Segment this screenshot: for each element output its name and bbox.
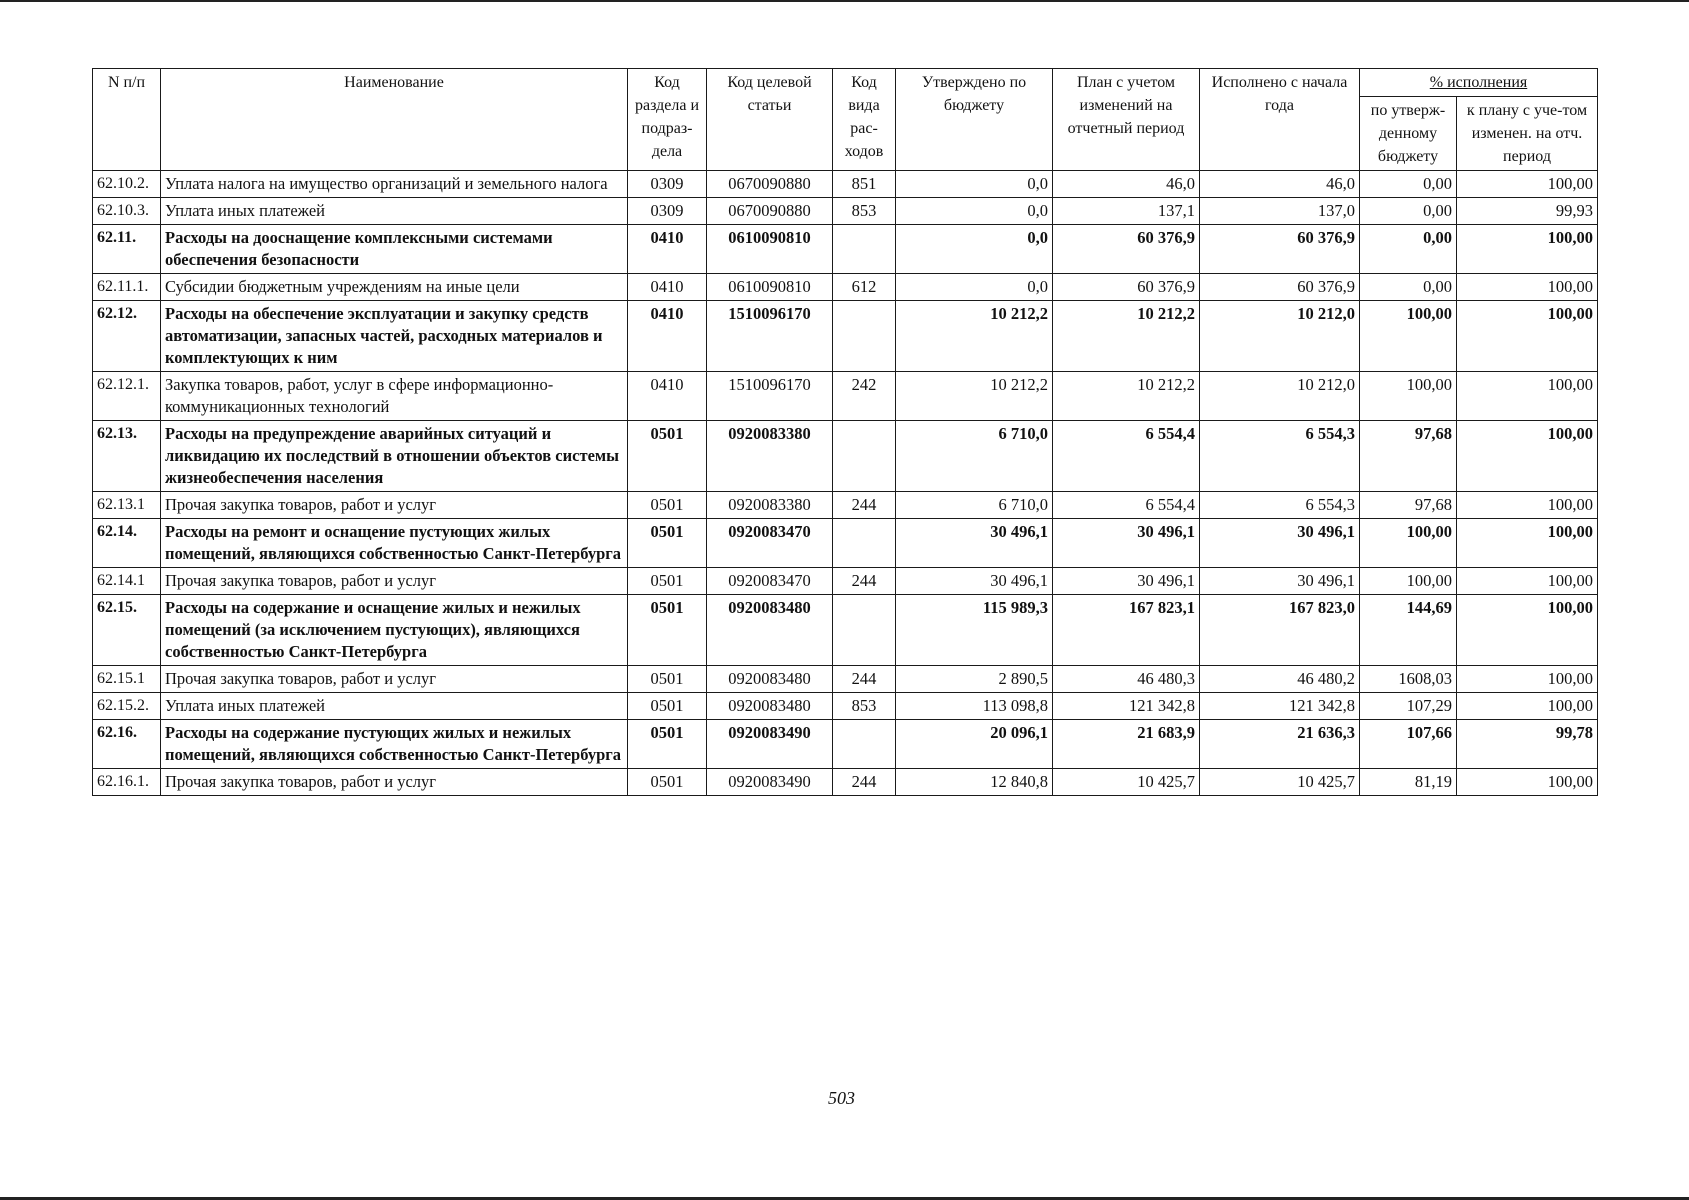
cell-name: Расходы на дооснащение комплексными системами обеспечения безопасности [161, 225, 628, 274]
table-row [93, 519, 1598, 568]
cell-approved: 20 096,1 [896, 720, 1053, 769]
cell-num: 62.12. [93, 301, 161, 372]
header-num: N п/п [93, 69, 161, 171]
cell-expense-code [833, 421, 896, 492]
cell-executed: 21 636,3 [1200, 720, 1360, 769]
cell-executed: 137,0 [1200, 198, 1360, 225]
cell-plan: 46,0 [1053, 171, 1200, 198]
header-target-code: Код целевой статьи [707, 69, 833, 171]
cell-name: Прочая закупка товаров, работ и услуг [161, 769, 628, 796]
cell-percent-budget: 100,00 [1360, 301, 1457, 372]
cell-name: Расходы на содержание пустующих жилых и нежилых помещений, являющихся собственностью Санкт-Петербурга [161, 720, 628, 769]
cell-approved: 10 212,2 [896, 301, 1053, 372]
table-row [93, 492, 1598, 519]
scan-edge-bottom [0, 1193, 1689, 1200]
page-number: 503 [828, 1088, 855, 1108]
cell-percent-plan: 100,00 [1457, 372, 1598, 421]
table-header [93, 69, 1598, 171]
cell-executed: 121 342,8 [1200, 693, 1360, 720]
cell-expense-code: 851 [833, 171, 896, 198]
cell-num: 62.11. [93, 225, 161, 274]
header-executed: Исполнено с начала года [1200, 69, 1360, 171]
table-row [93, 421, 1598, 492]
cell-num: 62.10.2. [93, 171, 161, 198]
cell-percent-plan: 100,00 [1457, 693, 1598, 720]
cell-approved: 113 098,8 [896, 693, 1053, 720]
cell-plan: 10 425,7 [1053, 769, 1200, 796]
table-row [93, 769, 1598, 796]
scan-edge-top [0, 0, 1689, 5]
cell-expense-code: 244 [833, 769, 896, 796]
cell-num: 62.14. [93, 519, 161, 568]
cell-plan: 121 342,8 [1053, 693, 1200, 720]
cell-percent-plan: 100,00 [1457, 274, 1598, 301]
table-row [93, 225, 1598, 274]
cell-plan: 6 554,4 [1053, 421, 1200, 492]
table-row [93, 372, 1598, 421]
cell-executed: 167 823,0 [1200, 595, 1360, 666]
table-row [93, 568, 1598, 595]
cell-target-code: 1510096170 [707, 372, 833, 421]
cell-executed: 46 480,2 [1200, 666, 1360, 693]
cell-executed: 6 554,3 [1200, 492, 1360, 519]
cell-plan: 30 496,1 [1053, 519, 1200, 568]
cell-expense-code [833, 720, 896, 769]
cell-target-code: 0920083470 [707, 568, 833, 595]
cell-expense-code: 853 [833, 198, 896, 225]
header-percent-group: % исполнения [1360, 69, 1598, 97]
cell-name: Прочая закупка товаров, работ и услуг [161, 492, 628, 519]
cell-percent-budget: 97,68 [1360, 492, 1457, 519]
cell-approved: 0,0 [896, 225, 1053, 274]
cell-section-code: 0501 [628, 595, 707, 666]
cell-plan: 60 376,9 [1053, 274, 1200, 301]
table-row [93, 171, 1598, 198]
cell-percent-plan: 100,00 [1457, 421, 1598, 492]
cell-num: 62.11.1. [93, 274, 161, 301]
cell-percent-plan: 100,00 [1457, 301, 1598, 372]
cell-target-code: 0670090880 [707, 198, 833, 225]
cell-executed: 60 376,9 [1200, 225, 1360, 274]
cell-section-code: 0410 [628, 274, 707, 301]
cell-percent-budget: 0,00 [1360, 225, 1457, 274]
cell-expense-code: 853 [833, 693, 896, 720]
cell-approved: 10 212,2 [896, 372, 1053, 421]
cell-plan: 10 212,2 [1053, 372, 1200, 421]
cell-percent-plan: 100,00 [1457, 171, 1598, 198]
cell-percent-budget: 144,69 [1360, 595, 1457, 666]
cell-expense-code: 612 [833, 274, 896, 301]
table-body [93, 171, 1598, 796]
header-section-code: Код раздела и подраз-дела [628, 69, 707, 171]
cell-name: Субсидии бюджетным учреждениям на иные цели [161, 274, 628, 301]
cell-section-code: 0501 [628, 519, 707, 568]
cell-target-code: 0920083490 [707, 769, 833, 796]
cell-expense-code: 244 [833, 568, 896, 595]
table-row [93, 666, 1598, 693]
cell-section-code: 0501 [628, 492, 707, 519]
cell-section-code: 0309 [628, 198, 707, 225]
table-row [93, 274, 1598, 301]
cell-approved: 30 496,1 [896, 568, 1053, 595]
budget-execution-table [92, 68, 1598, 796]
cell-executed: 10 212,0 [1200, 301, 1360, 372]
cell-name: Уплата иных платежей [161, 693, 628, 720]
table-row [93, 595, 1598, 666]
cell-section-code: 0501 [628, 421, 707, 492]
cell-executed: 10 425,7 [1200, 769, 1360, 796]
cell-target-code: 0920083480 [707, 666, 833, 693]
table-row [93, 198, 1598, 225]
cell-name: Расходы на содержание и оснащение жилых и нежилых помещений (за исключением пустующих), являющихся собственностью Санкт-Петербурга [161, 595, 628, 666]
cell-percent-budget: 107,66 [1360, 720, 1457, 769]
cell-plan: 30 496,1 [1053, 568, 1200, 595]
cell-percent-budget: 100,00 [1360, 568, 1457, 595]
cell-target-code: 1510096170 [707, 301, 833, 372]
header-plan: План с учетом изменений на отчетный период [1053, 69, 1200, 171]
cell-percent-plan: 100,00 [1457, 568, 1598, 595]
cell-approved: 6 710,0 [896, 421, 1053, 492]
cell-percent-plan: 100,00 [1457, 519, 1598, 568]
cell-target-code: 0920083380 [707, 492, 833, 519]
cell-name: Расходы на обеспечение эксплуатации и закупку средств автоматизации, запасных частей, расходных материалов и комплектующих к ним [161, 301, 628, 372]
cell-percent-budget: 0,00 [1360, 171, 1457, 198]
cell-num: 62.10.3. [93, 198, 161, 225]
cell-target-code: 0670090880 [707, 171, 833, 198]
cell-percent-plan: 99,93 [1457, 198, 1598, 225]
cell-approved: 0,0 [896, 171, 1053, 198]
cell-expense-code: 244 [833, 666, 896, 693]
cell-target-code: 0920083480 [707, 595, 833, 666]
cell-expense-code [833, 301, 896, 372]
table-row [93, 693, 1598, 720]
cell-section-code: 0410 [628, 301, 707, 372]
cell-approved: 30 496,1 [896, 519, 1053, 568]
cell-approved: 12 840,8 [896, 769, 1053, 796]
cell-executed: 30 496,1 [1200, 519, 1360, 568]
cell-plan: 21 683,9 [1053, 720, 1200, 769]
cell-section-code: 0410 [628, 225, 707, 274]
cell-num: 62.13.1 [93, 492, 161, 519]
cell-approved: 2 890,5 [896, 666, 1053, 693]
cell-expense-code [833, 225, 896, 274]
cell-percent-plan: 100,00 [1457, 492, 1598, 519]
cell-approved: 0,0 [896, 198, 1053, 225]
cell-percent-plan: 100,00 [1457, 769, 1598, 796]
cell-num: 62.13. [93, 421, 161, 492]
cell-percent-budget: 100,00 [1360, 519, 1457, 568]
cell-section-code: 0501 [628, 568, 707, 595]
cell-percent-budget: 97,68 [1360, 421, 1457, 492]
cell-approved: 0,0 [896, 274, 1053, 301]
header-percent-plan: к плану с уче-том изменен. на отч. период [1457, 97, 1598, 171]
cell-expense-code: 242 [833, 372, 896, 421]
header-expense-code: Код вида рас-ходов [833, 69, 896, 171]
cell-percent-budget: 1608,03 [1360, 666, 1457, 693]
cell-executed: 60 376,9 [1200, 274, 1360, 301]
cell-plan: 60 376,9 [1053, 225, 1200, 274]
cell-num: 62.16. [93, 720, 161, 769]
cell-plan: 167 823,1 [1053, 595, 1200, 666]
cell-target-code: 0920083480 [707, 693, 833, 720]
cell-percent-plan: 100,00 [1457, 595, 1598, 666]
header-percent-budget: по утверж-денному бюджету [1360, 97, 1457, 171]
table-row [93, 720, 1598, 769]
cell-section-code: 0410 [628, 372, 707, 421]
cell-name: Расходы на ремонт и оснащение пустующих жилых помещений, являющихся собственностью Санкт-Петербурга [161, 519, 628, 568]
cell-target-code: 0610090810 [707, 225, 833, 274]
cell-approved: 6 710,0 [896, 492, 1053, 519]
table-row [93, 301, 1598, 372]
cell-executed: 10 212,0 [1200, 372, 1360, 421]
cell-num: 62.15.1 [93, 666, 161, 693]
cell-expense-code [833, 519, 896, 568]
cell-executed: 46,0 [1200, 171, 1360, 198]
cell-plan: 46 480,3 [1053, 666, 1200, 693]
cell-section-code: 0501 [628, 769, 707, 796]
cell-num: 62.16.1. [93, 769, 161, 796]
cell-executed: 30 496,1 [1200, 568, 1360, 595]
cell-percent-budget: 81,19 [1360, 769, 1457, 796]
cell-target-code: 0920083380 [707, 421, 833, 492]
cell-percent-budget: 100,00 [1360, 372, 1457, 421]
cell-plan: 10 212,2 [1053, 301, 1200, 372]
cell-percent-budget: 107,29 [1360, 693, 1457, 720]
cell-name: Уплата налога на имущество организаций и земельного налога [161, 171, 628, 198]
cell-plan: 6 554,4 [1053, 492, 1200, 519]
header-approved: Утверждено по бюджету [896, 69, 1053, 171]
cell-percent-plan: 100,00 [1457, 225, 1598, 274]
cell-target-code: 0920083490 [707, 720, 833, 769]
cell-percent-budget: 0,00 [1360, 198, 1457, 225]
cell-name: Закупка товаров, работ, услуг в сфере информационно-коммуникационных технологий [161, 372, 628, 421]
cell-name: Прочая закупка товаров, работ и услуг [161, 666, 628, 693]
cell-percent-plan: 99,78 [1457, 720, 1598, 769]
cell-name: Расходы на предупреждение аварийных ситуаций и ликвидацию их последствий в отношении объектов системы жизнеобеспечения населения [161, 421, 628, 492]
cell-section-code: 0501 [628, 693, 707, 720]
cell-approved: 115 989,3 [896, 595, 1053, 666]
cell-percent-plan: 100,00 [1457, 666, 1598, 693]
cell-executed: 6 554,3 [1200, 421, 1360, 492]
cell-name: Прочая закупка товаров, работ и услуг [161, 568, 628, 595]
cell-percent-budget: 0,00 [1360, 274, 1457, 301]
cell-expense-code: 244 [833, 492, 896, 519]
cell-section-code: 0501 [628, 666, 707, 693]
cell-target-code: 0920083470 [707, 519, 833, 568]
cell-section-code: 0501 [628, 720, 707, 769]
cell-plan: 137,1 [1053, 198, 1200, 225]
cell-section-code: 0309 [628, 171, 707, 198]
cell-expense-code [833, 595, 896, 666]
header-name: Наименование [161, 69, 628, 171]
cell-num: 62.15. [93, 595, 161, 666]
cell-num: 62.15.2. [93, 693, 161, 720]
cell-num: 62.14.1 [93, 568, 161, 595]
cell-num: 62.12.1. [93, 372, 161, 421]
cell-target-code: 0610090810 [707, 274, 833, 301]
cell-name: Уплата иных платежей [161, 198, 628, 225]
